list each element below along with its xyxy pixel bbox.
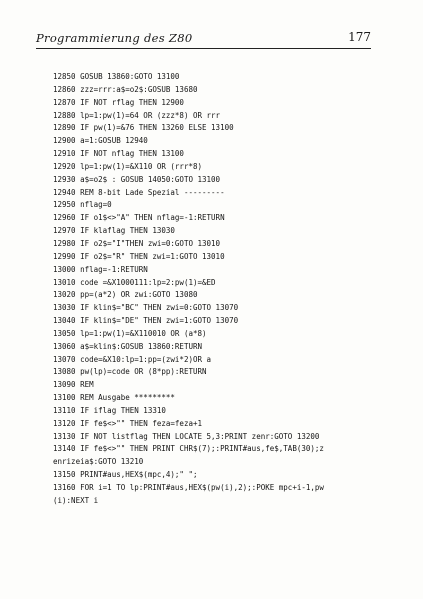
code-line: 13080 pw(lp)=code OR (8*pp):RETURN bbox=[53, 367, 207, 377]
page-header bbox=[36, 30, 371, 49]
code-line: 13110 IF iflag THEN 13310 bbox=[53, 405, 166, 415]
code-line: 12850 GOSUB 13860:GOTO 13100 bbox=[53, 72, 180, 81]
code-line: 12960 IF o1$<>"A" THEN nflag=-1:RETURN bbox=[53, 213, 225, 223]
code-line: 12930 a$=o2$ : GOSUB 14050:GOTO 13100 bbox=[53, 174, 221, 184]
code-line: 13100 REM Ausgabe ********* bbox=[53, 393, 175, 403]
code-line: 13150 PRINT#aus,HEX$(mpc,4);" "; bbox=[53, 470, 198, 480]
code-line: 13020 pp=(a*2) OR zwi:GOTO 13080 bbox=[53, 290, 198, 300]
code-line: 12990 IF o2$="R" THEN zwi=1:GOTO 13010 bbox=[53, 251, 225, 261]
page-number: 177 bbox=[348, 30, 371, 44]
code-line: 12870 IF NOT rflag THEN 12900 bbox=[53, 97, 184, 107]
code-line: 12910 IF NOT nflag THEN 13100 bbox=[53, 149, 184, 159]
code-line: 12890 IF pw(1)=&76 THEN 13260 ELSE 13100 bbox=[53, 123, 234, 133]
code-line: 13120 IF fe$<>"" THEN feza=feza+1 bbox=[53, 418, 203, 428]
code-line: 12880 lp=1:pw(1)=64 OR (zzz*8) OR rrr bbox=[53, 110, 221, 120]
code-line: 12900 a=1:GOSUB 12940 bbox=[53, 136, 148, 146]
code-line: 12940 REM 8-bit Lade Spezial --------- bbox=[53, 187, 225, 197]
code-line: 13090 REM bbox=[53, 380, 94, 390]
code-line: 13000 nflag=-1:RETURN bbox=[53, 264, 148, 274]
code-line: 13160 FOR i=1 TO lp:PRINT#aus,HEX$(pw(i),2);:POKE mpc+i-1,pw bbox=[53, 483, 324, 492]
code-line: 12860 zzz=rrr:a$=o2$:GOSUB 13680 bbox=[53, 84, 198, 94]
code-line: 13040 IF klin$="DE" THEN zwi=1:GOTO 13070 bbox=[53, 316, 239, 326]
code-line: 12970 IF klaflag THEN 13030 bbox=[53, 226, 175, 236]
running-title: Programmierung des Z80 bbox=[36, 31, 193, 45]
code-line: 13140 IF fe$<>"" THEN PRINT CHR$(7);:PRINT#aus,fe$,TAB(30);z bbox=[53, 444, 324, 454]
code-line: 12920 lp=1:pw(1)=&X110 OR (rrr*8) bbox=[53, 161, 203, 171]
code-line: 13050 lp=1:pw(1)=&X110010 OR (a*8) bbox=[53, 328, 207, 338]
code-line: (i):NEXT i bbox=[53, 495, 99, 505]
code-line: 12950 nflag=0 bbox=[53, 200, 112, 210]
code-line: 13070 code=&X10:lp=1:pp=(zwi*2)OR a bbox=[53, 354, 212, 364]
code-line: 13130 IF NOT listflag THEN LOCATE 5,3:PRINT zenr:GOTO 13200 bbox=[53, 431, 320, 441]
code-line: enrizeia$:GOTO 13210 bbox=[53, 457, 144, 467]
code-line: 13010 code =&X1000111:lp=2:pw(1)=&ED bbox=[53, 277, 216, 287]
code-listing bbox=[53, 71, 393, 508]
code-line: 12980 IF o2$="I"THEN zwi=0:GOTO 13010 bbox=[53, 238, 221, 248]
code-line: 13060 a$=klin$:GOSUB 13860:RETURN bbox=[53, 341, 203, 351]
code-line: 13030 IF klin$="BC" THEN zwi=0:GOTO 13070 bbox=[53, 303, 239, 313]
